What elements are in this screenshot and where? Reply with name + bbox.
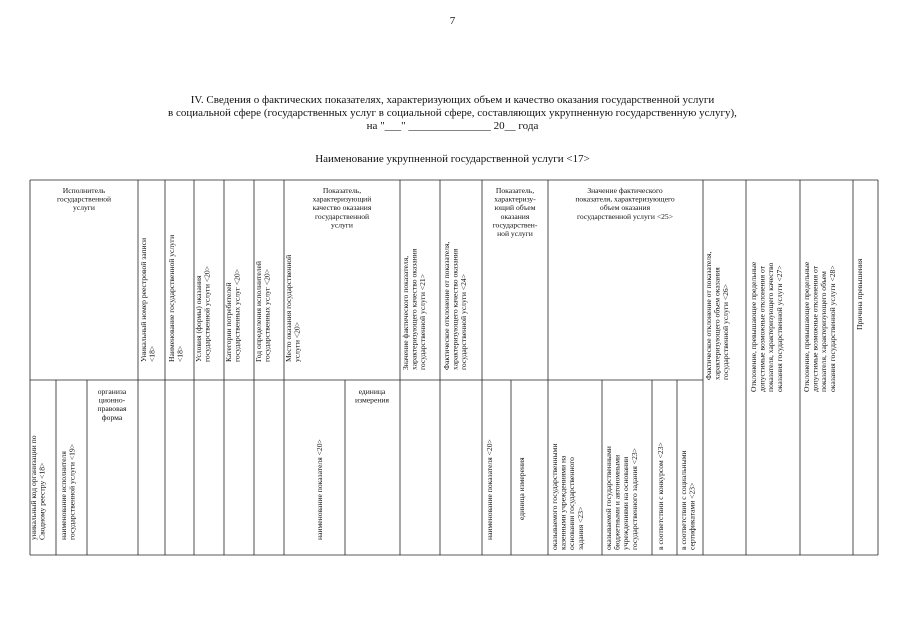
volume-actual-value-group-header: Значение фактического показателя, характеризующего объем оказания государственной услуги <25>: [575, 186, 675, 221]
executor-group-header: Исполнитель государственной услуги: [56, 186, 112, 213]
service-place-header: Место оказания государственнойуслуги <20>: [284, 254, 302, 362]
executor-name-header: наименование исполнителягосударственной услуги <19>: [59, 443, 77, 540]
volume-unit-header: единица измерения: [517, 457, 526, 520]
page-number: 7: [449, 15, 456, 27]
volume-indicator-name-header: наименование показателя <20>: [485, 439, 494, 540]
quality-indicator-group-header: Показатель, характеризующий качество оказания государственной услуги: [312, 186, 372, 230]
quality-deviation-header: Фактическое отклонение от показателя,характеризующего качество оказаниягосударственной услуги <24>: [442, 241, 469, 370]
certificates-volume-header: в соответствии с социальнымисертификатами <23>: [679, 450, 697, 550]
quality-actual-value-header: Значение фактического показателя,характеризующего качество оказаниягосударственной услуги <21>: [401, 248, 428, 370]
excess-quality-deviation-header: Отклонение, превышающее предельныедопустимые возможные отклонения отпоказателя, характеризующего качествооказания государственной услуги <27>: [749, 261, 784, 392]
quality-unit-header: единица измерения: [355, 387, 389, 405]
excess-volume-deviation-header: Отклонение, превышающее предельныедопустимые возможные отклонения отпоказателя, характеризующего объемоказания государственной услуги <28>: [802, 261, 837, 392]
volume-deviation-header: Фактическое отклонение от показателя,характеризующего объем оказаниягосударственной услуги <26>: [704, 251, 731, 380]
registry-record-number-header: Уникальный номер реестровой записи<18>: [139, 237, 157, 362]
section-heading-line-3: на "___" _______________ 20__ года: [366, 120, 539, 132]
consolidated-service-name-label: Наименование укрупненной государственной услуги <17>: [315, 153, 590, 165]
budget-institutions-volume-header: оказываемой государственнымибюджетными и автономнымиучреждениями на основаниигосударственного задания <23>: [604, 446, 639, 550]
state-institutions-volume-header: оказываемого государственнымиказенными учреждениями наосновании государственногозадания <23>: [550, 443, 585, 550]
excess-reason-header: Причина превышения: [855, 258, 864, 330]
consumer-categories-header: Категории потребителейгосударственных услуг <20>: [224, 269, 242, 362]
section-heading-line-1: IV. Сведения о фактических показателях, характеризующих объем и качество оказания государственной услуги: [190, 94, 715, 106]
executor-year-header: Год определения исполнителейгосударственных услуг <20>: [254, 261, 272, 362]
service-name-header: Наименование государственной услуги<18>: [167, 234, 185, 362]
section-heading-line-2: в социальной сфере (государственных услуг в социальной сфере, составляющих укрупненную государственную услугу),: [168, 107, 737, 119]
legal-form-header: организа ционно-правовая форма: [97, 387, 127, 422]
quality-indicator-name-header: наименование показателя <20>: [315, 439, 324, 540]
service-conditions-header: Условия (формы) оказаниягосударственной услуги <20>: [194, 265, 212, 362]
organization-unique-code-header: уникальный код организации поСводному реестру <18>: [29, 435, 47, 540]
volume-indicator-group-header: Показатель, характеризу-ющий объем оказания государствен-ной услуги: [492, 186, 538, 238]
contest-volume-header: в соответствии с конкурсом <23>: [656, 442, 665, 550]
